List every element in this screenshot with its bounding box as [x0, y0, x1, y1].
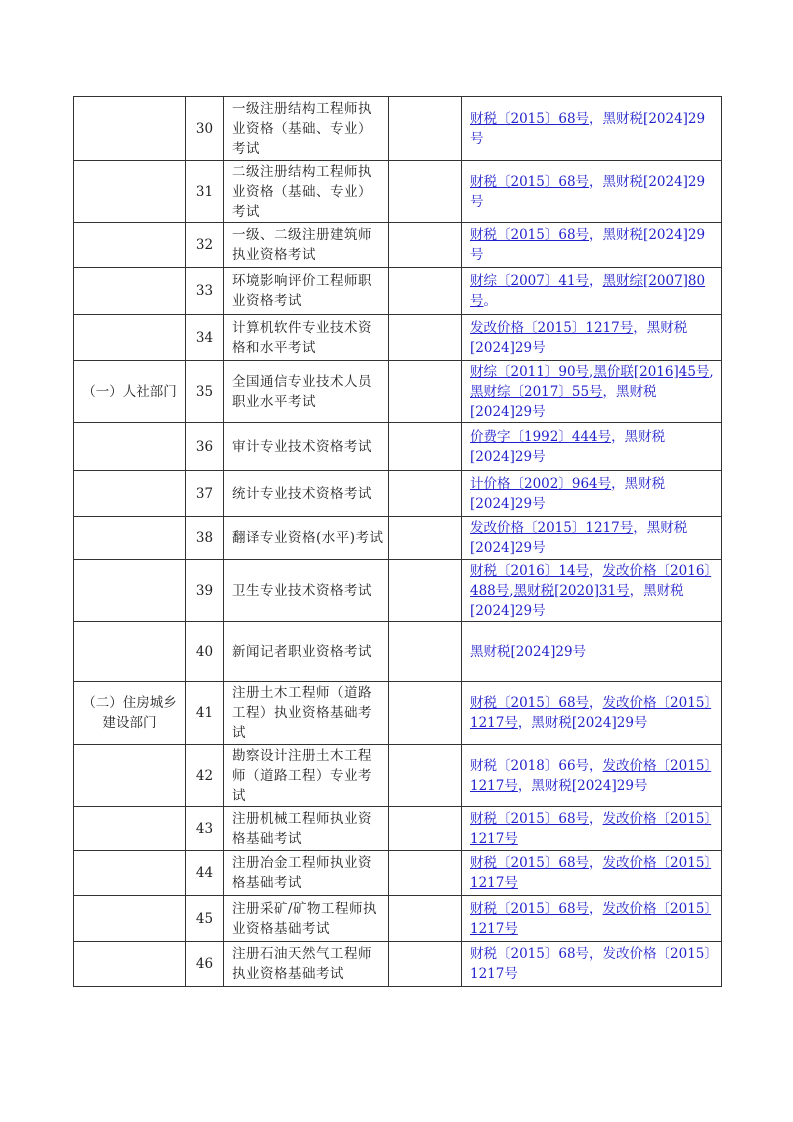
table-row: [74, 315, 722, 361]
exam-name-cell: 新闻记者职业资格考试: [224, 622, 389, 682]
policy-document-link[interactable]: 财税〔2015〕68号: [470, 900, 590, 917]
department-cell: [74, 268, 186, 315]
department-cell: [74, 560, 186, 622]
exam-name-cell: 计算机软件专业技术资格和水平考试: [224, 315, 389, 361]
exam-name-cell: 勘察设计注册土木工程师（道路工程）专业考试: [224, 745, 389, 807]
policy-document-link[interactable]: 发改价格〔2015〕1217号: [470, 520, 634, 536]
policy-basis-cell: [462, 161, 722, 223]
policy-document-link[interactable]: 发改价格〔2015〕1217号: [470, 757, 712, 794]
serial-number-cell: 39: [186, 560, 224, 622]
policy-document-link[interactable]: 黑价联[2016]45号: [593, 363, 710, 380]
policy-document-text: 黑财税[2024]29号: [470, 110, 706, 147]
exam-fee-table: [73, 96, 722, 987]
empty-cell: [389, 97, 462, 161]
exam-name-cell: 一级注册结构工程师执业资格（基础、专业）考试: [224, 97, 389, 161]
policy-document-link[interactable]: 财综〔2007〕41号: [470, 273, 590, 289]
table-row: [74, 851, 722, 896]
department-cell: （一）人社部门: [74, 361, 186, 423]
policy-document-link[interactable]: 发改价格〔2015〕1217号: [470, 319, 634, 336]
table-row: [74, 517, 722, 560]
exam-name-cell: 翻译专业资格(水平)考试: [224, 517, 389, 560]
table-body: [74, 97, 722, 987]
policy-basis-cell: [462, 807, 722, 851]
serial-number-cell: 37: [186, 471, 224, 517]
policy-document-text: ，黑财税[2024]29号: [470, 383, 657, 420]
policy-document-text: 财税〔2018〕66号，: [470, 757, 603, 774]
exam-name-cell: 统计专业技术资格考试: [224, 471, 389, 517]
policy-document-text: ，: [589, 562, 603, 579]
policy-document-link[interactable]: 计价格〔2002〕964号: [470, 475, 612, 492]
exam-name-cell: 注册石油天然气工程师执业资格基础考试: [224, 942, 389, 987]
policy-document-text: ，黑财税[2024]29号: [470, 319, 688, 356]
empty-cell: [389, 745, 462, 807]
policy-basis-cell: [462, 423, 722, 471]
policy-document-text: ,: [709, 363, 714, 380]
policy-document-link[interactable]: 发改价格〔2015〕1217号: [470, 810, 712, 847]
department-cell: [74, 896, 186, 942]
policy-basis-cell: [462, 896, 722, 942]
empty-cell: [389, 622, 462, 682]
department-cell: [74, 517, 186, 560]
policy-document-link[interactable]: 发改价格〔2015〕1217号: [470, 855, 712, 891]
serial-number-cell: 32: [186, 223, 224, 268]
table-row: [74, 682, 722, 745]
policy-document-link[interactable]: 发改价格〔2015〕1217号: [470, 695, 712, 731]
policy-basis-cell: [462, 517, 722, 560]
empty-cell: [389, 471, 462, 517]
serial-number-cell: 35: [186, 361, 224, 423]
policy-document-text: ，: [589, 855, 603, 871]
empty-cell: [389, 851, 462, 896]
table-row: [74, 161, 722, 223]
department-cell: [74, 223, 186, 268]
policy-document-text: 黑财税[2024]29号: [470, 173, 706, 210]
department-cell: [74, 315, 186, 361]
policy-document-link[interactable]: 财税〔2016〕14号: [470, 562, 590, 579]
empty-cell: [389, 560, 462, 622]
policy-document-text: 黑财税[2024]29号: [470, 643, 587, 660]
empty-cell: [389, 268, 462, 315]
empty-cell: [389, 896, 462, 942]
policy-document-link[interactable]: 财税〔2015〕68号: [470, 110, 590, 127]
exam-name-cell: 审计专业技术资格考试: [224, 423, 389, 471]
policy-document-link[interactable]: 黑财税[2020]31号: [513, 582, 630, 599]
table-row: [74, 560, 722, 622]
policy-document-text: ，: [589, 273, 603, 289]
policy-basis-cell: [462, 361, 722, 423]
policy-document-link[interactable]: 财税〔2015〕68号: [470, 173, 590, 190]
serial-number-cell: 38: [186, 517, 224, 560]
policy-basis-cell: [462, 315, 722, 361]
serial-number-cell: 30: [186, 97, 224, 161]
serial-number-cell: 36: [186, 423, 224, 471]
policy-document-text: 。: [483, 293, 497, 309]
serial-number-cell: 44: [186, 851, 224, 896]
exam-name-cell: 全国通信专业技术人员职业水平考试: [224, 361, 389, 423]
empty-cell: [389, 682, 462, 745]
policy-basis-cell: [462, 471, 722, 517]
empty-cell: [389, 423, 462, 471]
exam-name-cell: 环境影响评价工程师职业资格考试: [224, 268, 389, 315]
serial-number-cell: 42: [186, 745, 224, 807]
policy-document-link[interactable]: 黑财综〔2017〕55号: [470, 383, 603, 400]
department-cell: [74, 423, 186, 471]
department-cell: [74, 851, 186, 896]
serial-number-cell: 46: [186, 942, 224, 987]
policy-document-text: ，: [589, 173, 603, 190]
policy-document-text: ，: [589, 900, 603, 917]
policy-document-link[interactable]: 财综〔2011〕90号: [470, 363, 590, 380]
serial-number-cell: 40: [186, 622, 224, 682]
empty-cell: [389, 517, 462, 560]
empty-cell: [389, 807, 462, 851]
table-row: [74, 622, 722, 682]
exam-name-cell: 二级注册结构工程师执业资格（基础、专业）考试: [224, 161, 389, 223]
department-cell: [74, 622, 186, 682]
exam-name-cell: 注册冶金工程师执业资格基础考试: [224, 851, 389, 896]
department-cell: [74, 942, 186, 987]
table-row: [74, 745, 722, 807]
serial-number-cell: 34: [186, 315, 224, 361]
table-row: [74, 807, 722, 851]
policy-document-text: ，黑财税[2024]29号: [470, 582, 684, 619]
policy-document-text: ，黑财税[2024]29号: [470, 428, 666, 465]
exam-name-cell: 注册土木工程师（道路工程）执业资格基础考试: [224, 682, 389, 745]
table-row: [74, 896, 722, 942]
empty-cell: [389, 361, 462, 423]
exam-name-cell: 卫生专业技术资格考试: [224, 560, 389, 622]
policy-document-link[interactable]: 财税〔2015〕68号: [470, 855, 590, 871]
policy-document-link[interactable]: 财税〔2015〕68号: [470, 810, 590, 827]
empty-cell: [389, 315, 462, 361]
table-row: [74, 361, 722, 423]
policy-document-text: ,: [589, 363, 594, 380]
serial-number-cell: 41: [186, 682, 224, 745]
policy-basis-cell: [462, 745, 722, 807]
policy-document-text: ，: [589, 810, 603, 827]
policy-document-link[interactable]: 发改价格〔2016〕488号: [470, 562, 712, 599]
policy-document-text: ,: [509, 582, 514, 599]
policy-basis-cell: [462, 622, 722, 682]
policy-basis-cell: [462, 851, 722, 896]
empty-cell: [389, 942, 462, 987]
exam-name-cell: 注册机械工程师执业资格基础考试: [224, 807, 389, 851]
empty-cell: [389, 223, 462, 268]
policy-document-link[interactable]: 财税〔2015〕68号: [470, 227, 590, 243]
table-row: [74, 223, 722, 268]
policy-basis-cell: [462, 682, 722, 745]
policy-document-text: 财税〔2015〕68号，发改价格〔2015〕1217号: [470, 946, 712, 982]
department-cell: [74, 161, 186, 223]
table-row: [74, 423, 722, 471]
policy-document-link[interactable]: 价费字〔1992〕444号: [470, 428, 612, 445]
policy-document-text: ，黑财税[2024]29号: [517, 777, 648, 794]
policy-document-link[interactable]: 财税〔2015〕68号: [470, 695, 590, 711]
serial-number-cell: 31: [186, 161, 224, 223]
policy-basis-cell: [462, 942, 722, 987]
policy-basis-cell: [462, 97, 722, 161]
policy-document-text: ，: [589, 695, 603, 711]
department-cell: [74, 745, 186, 807]
department-cell: （二）住房城乡建设部门: [74, 682, 186, 745]
policy-document-text: 黑财税[2024]29号: [470, 227, 706, 263]
policy-document-text: ，黑财税[2024]29号: [470, 475, 666, 512]
serial-number-cell: 45: [186, 896, 224, 942]
policy-basis-cell: [462, 268, 722, 315]
policy-document-text: ，黑财税[2024]29号: [470, 520, 688, 556]
table-row: [74, 471, 722, 517]
department-cell: [74, 97, 186, 161]
policy-document-text: ，黑财税[2024]29号: [517, 715, 648, 731]
table-row: [74, 268, 722, 315]
serial-number-cell: 33: [186, 268, 224, 315]
policy-document-link[interactable]: 黑财综[2007]80号: [470, 273, 706, 309]
exam-name-cell: 一级、二级注册建筑师执业资格考试: [224, 223, 389, 268]
policy-basis-cell: [462, 223, 722, 268]
department-cell: [74, 471, 186, 517]
table-row: [74, 942, 722, 987]
exam-name-cell: 注册采矿/矿物工程师执业资格基础考试: [224, 896, 389, 942]
empty-cell: [389, 161, 462, 223]
policy-document-text: ，: [589, 110, 603, 127]
department-cell: [74, 807, 186, 851]
table-row: [74, 97, 722, 161]
policy-document-link[interactable]: 发改价格〔2015〕1217号: [470, 900, 712, 937]
policy-basis-cell: [462, 560, 722, 622]
serial-number-cell: 43: [186, 807, 224, 851]
policy-document-text: ，: [589, 227, 603, 243]
